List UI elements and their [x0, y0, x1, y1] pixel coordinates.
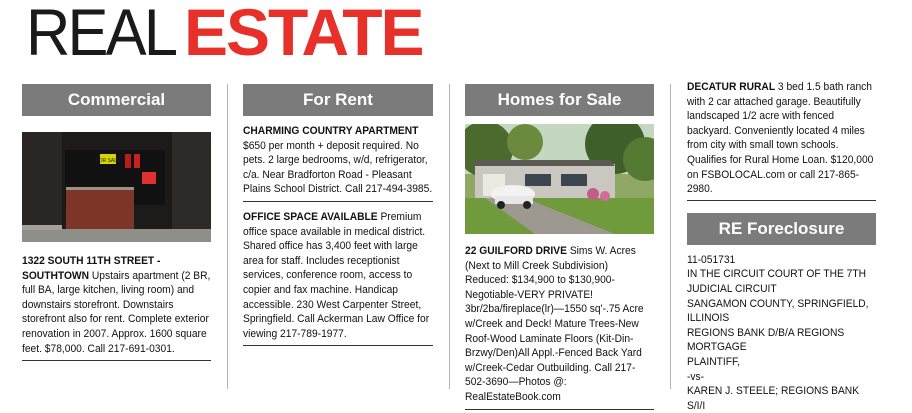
for-rent-ad-2 [243, 210, 433, 341]
commercial-ad-1-title: 1322 SOUTH 11TH STREET - SOUTHTOWN [22, 255, 161, 282]
re-foreclosure-header: RE Foreclosure [687, 213, 876, 245]
column-divider [227, 84, 228, 389]
foreclosure-line: IN THE CIRCUIT COURT OF THE 7TH JUDICIAL CIRCUIT [687, 268, 867, 295]
for-rent-header: For Rent [243, 84, 433, 116]
foreclosure-line: PLAINTIFF, [687, 355, 740, 368]
foreclosure-line: REGIONS BANK D/B/A REGIONS MORTGAGE [687, 326, 845, 354]
masthead-real: REAL [26, 0, 176, 69]
house-image [465, 124, 654, 234]
right-column [687, 80, 876, 413]
commercial-ad-1 [22, 254, 211, 356]
homes-for-sale-column [465, 84, 654, 410]
ad-separator [687, 200, 876, 201]
commercial-photo [22, 132, 211, 242]
foreclosure-notice [687, 253, 876, 413]
for-rent-ad-2-title: OFFICE SPACE AVAILABLE [243, 210, 378, 223]
sign-text: FOR SALE [95, 158, 121, 164]
ad-separator [22, 360, 211, 361]
column-divider [449, 84, 450, 389]
for-rent-ad-1 [243, 124, 433, 197]
ad-separator [243, 345, 433, 346]
homes-for-sale-ad-1 [465, 244, 654, 405]
storefront-image [22, 132, 211, 242]
for-rent-ad-1-body: $650 per month + deposit required. No pets. 2 large bedrooms, w/d, refrigerator, c/a. Near Bradforton Road - Pleasant Plains School District. Call 217-494-3985. [243, 139, 433, 196]
masthead-estate: ESTATE [184, 0, 423, 69]
house-photo [465, 124, 654, 234]
decatur-rural-ad [687, 80, 876, 197]
commercial-column [22, 84, 211, 361]
commercial-header: Commercial [22, 84, 211, 116]
homes-for-sale-ad-1-body: Sims W. Acres (Next to Mill Creek Subdivision) Reduced: $134,900 to $130,900-Negotiable-VERY PRIVATE! 3br/2ba/fireplace(lr)—1550 sq'-.75 Acre w/Creek and Deck! Mature Trees-New Roof-Wood Laminate Floors (Kit-Din-Brzwy/Den)All Appl.-Fenced Back Yard w/Creek-Cedar Outbuilding. Call 217-502-3690—Photos @: RealEstateBook.com [465, 245, 644, 403]
foreclosure-line: SANGAMON COUNTY, SPRINGFIELD, ILLINOIS [687, 297, 869, 325]
homes-for-sale-header: Homes for Sale [465, 84, 654, 116]
decatur-rural-body: 3 bed 1.5 bath ranch with 2 car attached garage. Beautifully landscaped 1/2 acre with fenced backyard. Conveniently located 4 miles from city with small town schools. Qualifies for Rural Home Loan. $120,000 on FSBOLOCAL.com or call 217-865-2980. [687, 81, 874, 196]
foreclosure-line: KAREN J. STEELE; REGIONS BANK S/I/I [687, 385, 860, 412]
ad-separator [243, 201, 433, 202]
commercial-ad-1-body: Upstairs apartment (2 BR, full BA, large kitchen, living room) and downstairs storefront. Downstairs storefront also for rent. Complete exterior renovation in 2007. Approx. 1600 square feet. $78,000. Call 217-691-0301. [22, 269, 211, 355]
homes-for-sale-ad-1-title: 22 GUILFORD DRIVE [465, 245, 567, 257]
for-rent-ad-2-body: Premium office space available in medical district. Shared office has 3,400 feet with large area for staff. Includes receptionist services, conference room, access to copier and fax machine. Handicap accessible. 230 West Carpenter Street, Springfield. Call Ackerman Law Office for viewing 217-789-1977. [243, 210, 430, 340]
decatur-rural-title: DECATUR RURAL [687, 81, 776, 93]
foreclosure-line: 11-051731 [687, 253, 736, 266]
ad-separator [465, 409, 654, 410]
foreclosure-line: -vs- [687, 370, 705, 383]
for-rent-column [243, 84, 433, 346]
for-rent-ad-1-title: CHARMING COUNTRY APARTMENT [243, 125, 419, 137]
masthead-logo [26, 0, 423, 69]
column-divider [670, 84, 671, 389]
